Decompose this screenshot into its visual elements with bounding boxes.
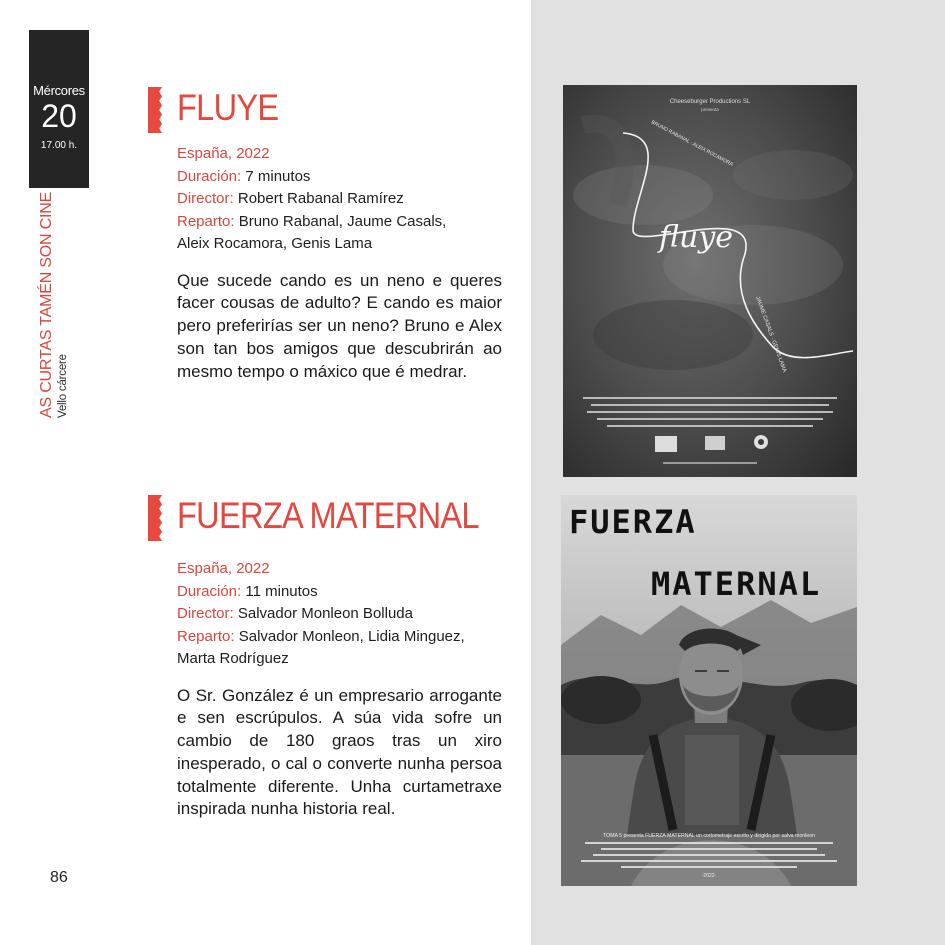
film-entry-fluye <box>148 85 508 383</box>
poster-fluye <box>563 85 857 477</box>
poster-script-title: fluye <box>659 220 734 255</box>
film-meta <box>177 558 508 671</box>
poster-studio: Cheeseburger Productions SL <box>669 99 751 105</box>
venue: Vello cárcere <box>57 354 69 418</box>
cast-value-continued: Aleix Rocamora, Genis Lama <box>177 235 373 252</box>
director-label: Director: <box>177 190 234 207</box>
duration-label: Duración: <box>177 582 242 600</box>
poster-title-line1: FUERZA <box>569 503 697 541</box>
vertical-section-label <box>38 192 70 418</box>
section-title: AS CURTAS TAMÉN SON CINE <box>38 191 55 418</box>
page-number: 86 <box>50 869 68 886</box>
cast-label: Reparto: <box>177 212 235 230</box>
duration-label: Duración: <box>177 167 242 185</box>
poster-fuerza-maternal <box>561 495 857 886</box>
poster-fuerza-artwork <box>561 495 857 886</box>
film-entry-fuerza-maternal <box>148 493 508 821</box>
poster-fluye-artwork <box>563 85 857 477</box>
film-meta <box>177 143 508 256</box>
day-number: 20 <box>41 98 77 134</box>
poster-year: -2022- <box>701 873 717 879</box>
screening-time: 17.00 h. <box>40 140 78 151</box>
cast-label: Reparto: <box>177 627 235 645</box>
cast-value: Salvador Monleon, Lidia Minguez, <box>238 627 465 645</box>
film-title: FUERZA MATERNAL <box>177 495 479 536</box>
title-marker <box>148 495 162 541</box>
date-box <box>29 30 89 188</box>
title-marker <box>148 87 162 133</box>
weekday: Mércores <box>33 83 85 98</box>
film-synopsis: O Sr. González é un empresario arrogante e sen escrúpulos. A súa vida sofre un cambio de 180 graos tras un xiro inesperado, o cal o converte nunha persoa totalmente diferente. Unha curtametraxe inspirada nunha historia real. <box>177 685 502 819</box>
film-synopsis: Que sucede cando es un neno e queres facer cousas de adulto? E cando es maior pero preferirías ser un neno? Bruno e Alex son tan bos amigos que descubrirán ao mesmo tempo o máxico que é medrar. <box>177 270 502 381</box>
poster-title-line2: MATERNAL <box>651 565 822 603</box>
director-value: Robert Rabanal Ramírez <box>237 190 404 207</box>
country-year: España, 2022 <box>177 560 270 577</box>
film-title: FLUYE <box>177 87 279 128</box>
director-label: Director: <box>177 605 234 622</box>
poster-cast-top: BRUNO RABANAL · ALEIX ROCAMORA <box>650 119 734 168</box>
poster-presenta: presenta <box>701 107 719 112</box>
poster-credits-line: TOMA 5 presenta FUERZA MATERNAL un cortometraje escrito y dirigido por salva monleon <box>603 833 815 839</box>
cast-value: Bruno Rabanal, Jaume Casals, <box>238 212 447 230</box>
duration-value: 11 minutos <box>245 582 318 600</box>
cast-value-continued: Marta Rodríguez <box>177 650 289 667</box>
director-value: Salvador Monleon Bolluda <box>237 605 413 622</box>
country-year: España, 2022 <box>177 145 270 162</box>
poster-cast-bottom: JAUME CASALS · GENIS LAMA <box>754 295 788 374</box>
duration-value: 7 minutos <box>245 167 311 185</box>
